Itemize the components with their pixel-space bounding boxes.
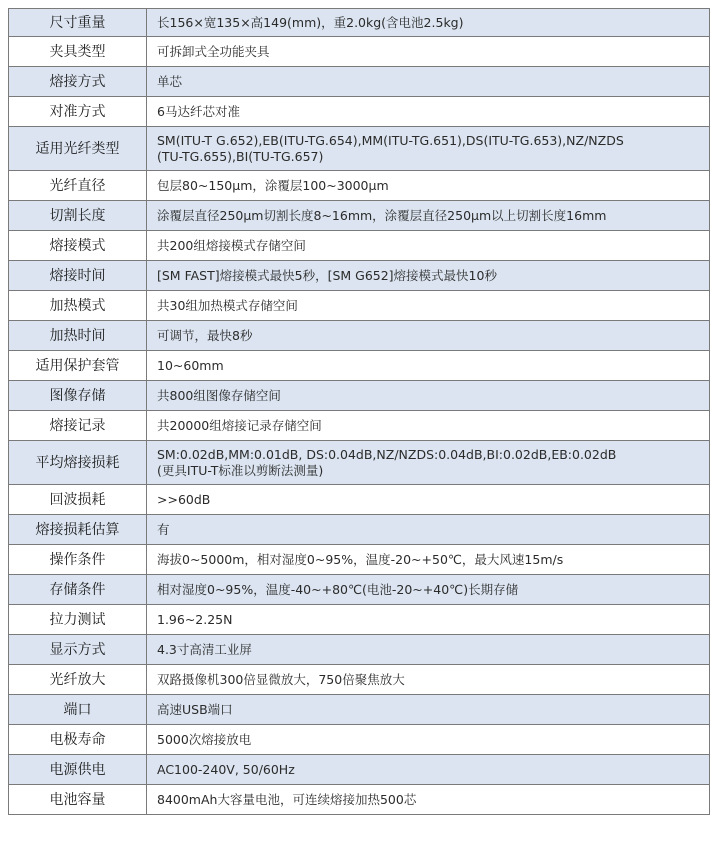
spec-row	[9, 127, 710, 171]
spec-label: 对准方式	[9, 97, 147, 127]
spec-label: 加热模式	[9, 291, 147, 321]
spec-table	[8, 8, 710, 815]
spec-row	[9, 261, 710, 291]
spec-value-cell	[147, 231, 710, 261]
spec-value-cell	[147, 785, 710, 815]
spec-row	[9, 695, 710, 725]
spec-value: 高速USB端口	[157, 701, 233, 717]
spec-value: 包层80~150μm，涂覆层100~3000μm	[157, 177, 389, 193]
spec-value-cell	[147, 635, 710, 665]
spec-value: 6马达纤芯对准	[157, 103, 240, 119]
spec-value: 长156×宽135×高149(mm)，重2.0kg(含电池2.5kg)	[157, 14, 464, 30]
spec-label: 显示方式	[9, 635, 147, 665]
spec-label: 熔接方式	[9, 67, 147, 97]
spec-value: 可拆卸式全功能夹具	[157, 43, 270, 59]
spec-value: 4.3寸高清工业屏	[157, 641, 252, 657]
spec-label: 操作条件	[9, 545, 147, 575]
spec-value-cell	[147, 321, 710, 351]
spec-label: 拉力测试	[9, 605, 147, 635]
spec-value: SM:0.02dB,MM:0.01dB, DS:0.04dB,NZ/NZDS:0.04dB,BI:0.02dB,EB:0.02dB	[157, 446, 617, 462]
spec-row	[9, 351, 710, 381]
spec-value-line2: (TU-TG.655),BI(TU-TG.657)	[157, 148, 324, 164]
spec-value-cell	[147, 97, 710, 127]
spec-value-cell	[147, 485, 710, 515]
spec-row	[9, 515, 710, 545]
spec-row	[9, 755, 710, 785]
spec-value: AC100-240V, 50/60Hz	[157, 761, 295, 777]
spec-label: 适用保护套管	[9, 351, 147, 381]
spec-value: 共800组图像存储空间	[157, 387, 281, 403]
spec-row	[9, 97, 710, 127]
spec-value-cell	[147, 545, 710, 575]
spec-label: 适用光纤类型	[9, 127, 147, 171]
spec-value: >>60dB	[157, 491, 211, 507]
spec-row	[9, 485, 710, 515]
spec-label: 切割长度	[9, 201, 147, 231]
spec-row	[9, 441, 710, 485]
spec-label: 端口	[9, 695, 147, 725]
spec-sheet	[8, 8, 710, 815]
spec-label: 存储条件	[9, 575, 147, 605]
spec-label: 电极寿命	[9, 725, 147, 755]
spec-value-cell	[147, 127, 710, 171]
spec-label: 熔接时间	[9, 261, 147, 291]
spec-row	[9, 665, 710, 695]
spec-row	[9, 67, 710, 97]
spec-value-cell	[147, 515, 710, 545]
spec-label: 熔接模式	[9, 231, 147, 261]
spec-value-cell	[147, 291, 710, 321]
spec-value: 8400mAh大容量电池，可连续熔接加热500芯	[157, 791, 417, 807]
spec-value: 共20000组熔接记录存储空间	[157, 417, 322, 433]
spec-row	[9, 201, 710, 231]
spec-row	[9, 291, 710, 321]
spec-value-cell	[147, 755, 710, 785]
spec-label: 光纤放大	[9, 665, 147, 695]
spec-label: 夹具类型	[9, 37, 147, 67]
spec-row	[9, 321, 710, 351]
spec-row	[9, 381, 710, 411]
spec-value-cell	[147, 67, 710, 97]
spec-value: 共30组加热模式存储空间	[157, 297, 298, 313]
spec-label: 加热时间	[9, 321, 147, 351]
spec-value-line2: (更具ITU-T标准以剪断法测量)	[157, 462, 324, 478]
spec-label: 熔接记录	[9, 411, 147, 441]
spec-value: 5000次熔接放电	[157, 731, 252, 747]
spec-label: 平均熔接损耗	[9, 441, 147, 485]
spec-row	[9, 635, 710, 665]
spec-value-cell	[147, 575, 710, 605]
spec-value-cell	[147, 9, 710, 37]
spec-value-cell	[147, 171, 710, 201]
spec-row	[9, 545, 710, 575]
spec-row	[9, 37, 710, 67]
spec-label: 光纤直径	[9, 171, 147, 201]
spec-value: 涂覆层直径250μm切割长度8~16mm，涂覆层直径250μm以上切割长度16mm	[157, 207, 607, 223]
spec-value-cell	[147, 37, 710, 67]
spec-value: 双路摄像机300倍显微放大，750倍聚焦放大	[157, 671, 405, 687]
spec-value: 相对湿度0~95%，温度-40~+80℃(电池-20~+40℃)长期存储	[157, 581, 519, 597]
spec-value: 单芯	[157, 73, 183, 89]
spec-row	[9, 785, 710, 815]
spec-label: 回波损耗	[9, 485, 147, 515]
spec-row	[9, 231, 710, 261]
spec-value-cell	[147, 441, 710, 485]
spec-value: 10~60mm	[157, 357, 224, 373]
spec-value: [SM FAST]熔接模式最快5秒，[SM G652]熔接模式最快10秒	[157, 267, 497, 283]
spec-label: 电池容量	[9, 785, 147, 815]
spec-row	[9, 575, 710, 605]
spec-table-body	[9, 9, 710, 815]
spec-value-cell	[147, 261, 710, 291]
spec-value-cell	[147, 665, 710, 695]
spec-label: 图像存储	[9, 381, 147, 411]
spec-value: 海拔0~5000m，相对湿度0~95%，温度-20~+50℃，最大风速15m/s	[157, 551, 564, 567]
spec-value: 共200组熔接模式存储空间	[157, 237, 306, 253]
spec-label: 电源供电	[9, 755, 147, 785]
spec-value: 可调节，最快8秒	[157, 327, 253, 343]
spec-value: SM(ITU-T G.652),EB(ITU-TG.654),MM(ITU-TG.651),DS(ITU-TG.653),NZ/NZDS	[157, 132, 624, 148]
spec-value: 有	[157, 521, 170, 537]
spec-value-cell	[147, 725, 710, 755]
spec-row	[9, 171, 710, 201]
spec-value-cell	[147, 411, 710, 441]
spec-row	[9, 9, 710, 37]
spec-value-cell	[147, 381, 710, 411]
spec-value-cell	[147, 695, 710, 725]
spec-row	[9, 411, 710, 441]
spec-value: 1.96~2.25N	[157, 611, 233, 627]
spec-value-cell	[147, 351, 710, 381]
spec-label: 熔接损耗估算	[9, 515, 147, 545]
spec-value-cell	[147, 605, 710, 635]
spec-row	[9, 725, 710, 755]
spec-label: 尺寸重量	[9, 9, 147, 37]
spec-row	[9, 605, 710, 635]
spec-value-cell	[147, 201, 710, 231]
